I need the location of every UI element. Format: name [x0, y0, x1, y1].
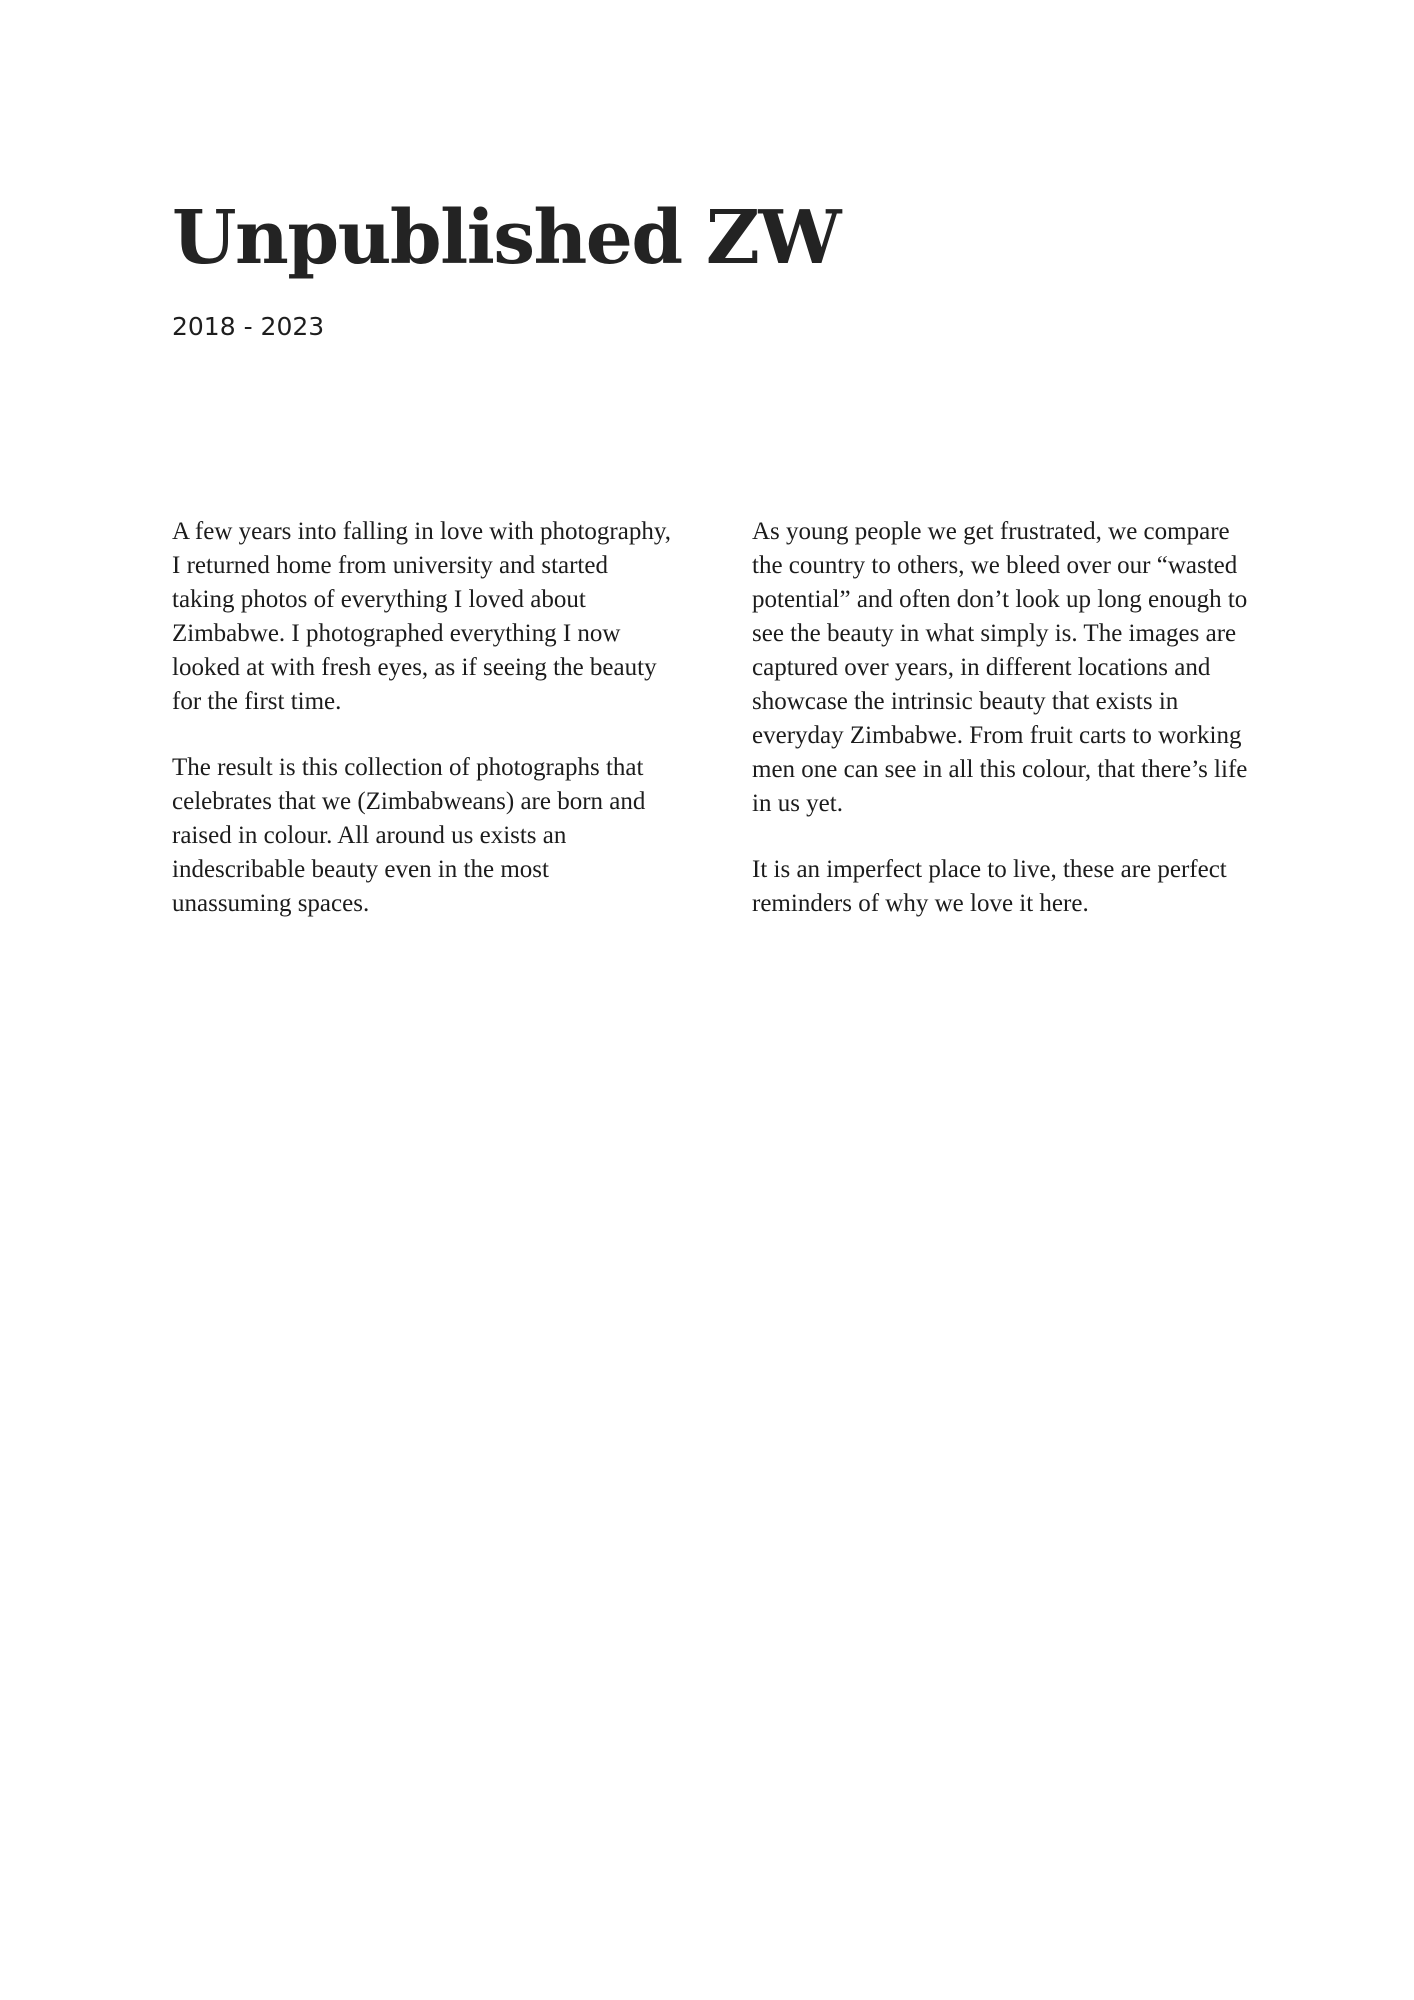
page-title: Unpublished ZW: [172, 195, 841, 281]
paragraph: A few years into falling in love with photography, I returned home from university and started taking photos of everything I loved about Zimbabwe. I photographed everything I now looked at with fresh eyes, as if seeing the beauty for the first time.: [172, 518, 671, 715]
right-text-column: [752, 515, 1262, 953]
paragraph: It is an imperfect place to live, these are perfect reminders of why we love it here.: [752, 856, 1227, 917]
paragraph: As young people we get frustrated, we compare the country to others, we bleed over our “wasted potential” and often don’t look up long enough to see the beauty in what simply is. The images are captured over years, in different locations and showcase the intrinsic beauty that exists in everyday Zimbabwe. From fruit carts to working men one can see in all this colour, that there’s life in us yet.: [752, 518, 1248, 817]
left-text-column: [172, 515, 672, 953]
paragraph: The result is this collection of photographs that celebrates that we (Zimbabweans) are born and raised in colour. All around us exists an indescribable beauty even in the most unassuming spaces.: [172, 754, 646, 917]
date-range: 2018 - 2023: [172, 312, 325, 341]
